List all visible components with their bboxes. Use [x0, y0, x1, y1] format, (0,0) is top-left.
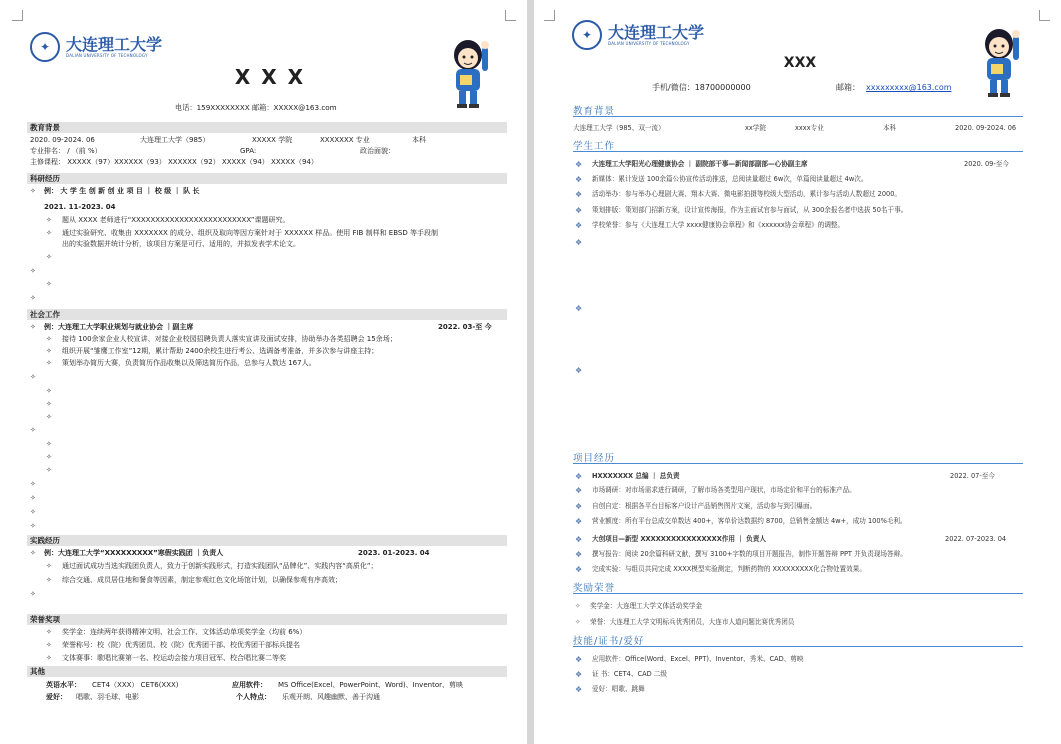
bullet-icon: ✧: [46, 641, 52, 649]
bullet-icon: ✧: [46, 562, 52, 570]
bullet-icon: ❖: [575, 670, 583, 679]
edu2-major: xxxx专业: [795, 124, 824, 132]
section-skills: 技能/证书/爱好: [573, 633, 1023, 647]
research-item: 通过实验研究、收集由 XXXXXXX 的成分、组织及取向等因方案针对于 XXXXXX 样品。使用 FIB 制样和 EBSD 等手段制: [62, 229, 438, 237]
logo-subtext: DALIAN UNIVERSITY OF TECHNOLOGY: [608, 41, 690, 46]
bullet-icon: ❖: [575, 517, 583, 526]
bullet-icon: ❖: [575, 238, 583, 247]
project1-heading: HXXXXXXX 总编 ｜ 总负责: [592, 472, 680, 480]
section-student-work: 学生工作: [573, 138, 1023, 152]
bullet-icon: ✧: [46, 387, 52, 395]
edu-gpa: GPA:: [240, 147, 257, 155]
edu2-degree: 本科: [883, 124, 897, 132]
personality-value: 乐观开朗、风趣幽默、善于沟通: [282, 693, 380, 701]
bullet-icon: ✧: [46, 280, 52, 288]
practice-heading: 例：大连理工大学“XXXXXXXXX”寒假实践团 ｜负责人: [44, 549, 224, 557]
bullet-icon: ✧: [30, 494, 36, 502]
bullet-icon: ✧: [30, 549, 36, 557]
section-research: 科研经历: [27, 173, 507, 184]
research-heading: 例： 大 学 生 创 新 创 业 项 目 ｜ 校 级 ｜ 队 长: [44, 187, 200, 195]
section-other: 其他: [27, 666, 507, 677]
award-item: 荣誉：大连理工大学文明标兵优秀团员，大连市人道问题比赛优秀团员: [590, 618, 795, 626]
bullet-icon: ✧: [46, 628, 52, 636]
bullet-icon: ✧: [46, 400, 52, 408]
resume-name-2: XXX: [783, 55, 817, 71]
project2-heading: 大创项目—新型 XXXXXXXXXXXXXXXX作用 ｜ 负责人: [592, 535, 766, 543]
student-item: 策划排版：策划部门招新方案，设计宣传海报，作为主面试官参与面试，从 300余报名者中选拔 50名干事。: [592, 206, 908, 214]
edu-major: XXXXXXX 专业: [320, 136, 370, 144]
student-item: 活动举办：参与举办心理剧大赛、翔本大赛、微电影拍摄等校级大型活动，累计参与活动人数超过 2000。: [592, 190, 901, 198]
logo-text: 大连理工大学: [608, 23, 705, 42]
bullet-icon: ❖: [575, 206, 583, 215]
bullet-icon: ✧: [46, 359, 52, 367]
bullet-icon: ❖: [575, 160, 583, 169]
bullet-icon: ✧: [46, 253, 52, 261]
university-logo-2: [572, 20, 704, 50]
edu-date: 2020. 09-2024. 06: [30, 136, 95, 144]
margin-mark: [1039, 10, 1050, 21]
project1-date: 2022. 07-至今: [950, 472, 995, 480]
section-education: 教育背景: [27, 122, 507, 133]
social-heading: 例：大连理工大学职业规划与就业协会 ｜副主席: [44, 323, 194, 331]
skill-item: 证 书：CET4、CAD 二级: [592, 670, 667, 678]
section-awards: 奖励荣誉: [573, 580, 1023, 594]
bullet-icon: ❖: [575, 221, 583, 230]
project1-item: 市场调研：对市场需求进行调研，了解市场各类型用户现状，市场定价和平台的标准产品。: [592, 486, 856, 494]
bullet-icon: ✧: [46, 413, 52, 421]
bullet-icon: ❖: [575, 565, 583, 574]
cartoon-avatar-icon: [977, 22, 1029, 98]
bullet-icon: ❖: [575, 685, 583, 694]
bullet-icon: ❖: [575, 486, 583, 495]
edu-rank: 专业排名： / （前 %）: [30, 147, 102, 155]
bullet-icon: ✧: [46, 335, 52, 343]
edu2-college: xx学院: [745, 124, 766, 132]
student-date: 2020. 09-至今: [964, 160, 1009, 168]
bullet-icon: ✧: [30, 187, 36, 195]
bullet-icon: ❖: [575, 366, 583, 375]
margin-mark: [544, 10, 555, 21]
lang-value: CET4（XXX） CET6(XXX): [92, 681, 179, 689]
practice-date: 2023. 01-2023. 04: [358, 549, 430, 557]
student-heading: 大连理工大学阳光心理健康协会 ｜ 副院部干事—新闻部副部—心协副主席: [592, 160, 808, 168]
logo-subtext: DALIAN UNIVERSITY OF TECHNOLOGY: [66, 53, 148, 58]
social-item: 接待 100余家企业人校宣讲、对接企业校园招聘负责人落实宣讲及面试安排，协助举办各类招聘会 15余场；: [62, 335, 397, 343]
software-label: 应用软件：: [232, 681, 267, 689]
university-logo: [30, 32, 162, 62]
skill-item: 应用软件：Office(Word、Excel、PPT)、Inventor、秀米、CAD、剪映: [592, 655, 804, 663]
resume-page-left: [0, 0, 527, 744]
logo-text: 大连理工大学: [66, 35, 163, 54]
bullet-icon: ✧: [46, 654, 52, 662]
research-item-cont: 出的实验数据并统计分析，该项目方案是可行、适用的，并拟发表学术论文。: [62, 240, 300, 248]
bullet-icon: ✧: [46, 216, 52, 224]
bullet-icon: ❖: [575, 655, 583, 664]
resume-name: X X X: [234, 65, 306, 89]
research-item: 题从 XXXX 老师进行“XXXXXXXXXXXXXXXXXXXXXXXXX”课题研究。: [62, 216, 290, 224]
research-date: 2021. 11-2023. 04: [44, 203, 116, 211]
bullet-icon: ✧: [575, 602, 581, 610]
edu-degree: 本科: [412, 136, 426, 144]
social-item: 策划举办简历大赛，负责简历作品收集以及筛选简历作品，总参与人数达 167人。: [62, 359, 316, 367]
hobby-label: 爱好：: [46, 693, 67, 701]
student-item: 学校荣誉：参与《大连理工大学 xxxx健康协会章程》和《xxxxxx协会章程》的调整。: [592, 221, 845, 229]
bullet-icon: ✧: [30, 373, 36, 381]
honor-item: 荣誉称号：校（院）优秀团员、校（院）优秀团干部、校优秀团干部标兵提名: [62, 641, 300, 649]
bullet-icon: ❖: [575, 502, 583, 511]
honor-item: 文体赛事：歌唱比赛第一名、校运动会接力项目冠军、校合唱比赛二等奖: [62, 654, 286, 662]
bullet-icon: ✧: [575, 618, 581, 626]
project1-item: 自创自定：根据各平台目标客户设计产品销售图片文案，活动参与到引爆面。: [592, 502, 817, 510]
edu-political: 政治面貌：: [360, 147, 395, 155]
section-practice: 实践经历: [27, 535, 507, 546]
bullet-icon: ✧: [46, 440, 52, 448]
margin-mark: [12, 10, 23, 21]
university-seal-icon: ✦: [572, 20, 602, 50]
bullet-icon: ✧: [30, 426, 36, 434]
bullet-icon: ❖: [575, 472, 583, 481]
honor-item: 奖学金：连续两年获得精神文明、社会工作、文体活动单项奖学金（均前 6%）: [62, 628, 307, 636]
section-honors: 荣誉奖项: [27, 614, 507, 625]
practice-item: 通过面试成功当选实践团负责人，致力于创新实践形式，打造实践团队“品牌化”、实践内容“高质化”；: [62, 562, 378, 570]
cartoon-avatar-icon: [446, 33, 498, 109]
hobby-value: 唱歌、羽毛球、电影: [76, 693, 139, 701]
project2-item: 完成实验：与组员共同完成 XXXX模型实验测定，判断药物的 XXXXXXXXX化合物处置效果。: [592, 565, 866, 573]
email-link[interactable]: xxxxxxxxx@163.com: [866, 83, 952, 92]
bullet-icon: ❖: [575, 550, 583, 559]
student-item: 新媒体：累计发送 100余篇公协宣传活动推送，总阅读量超过 6w次，单篇阅读量超过 4w次。: [592, 175, 868, 183]
bullet-icon: ✧: [30, 323, 36, 331]
section-education-2: 教育背景: [573, 103, 1023, 117]
personality-label: 个人特点：: [236, 693, 271, 701]
software-value: MS Office(Excel、PowerPoint、Word)、Inventor、剪映: [278, 681, 463, 689]
bullet-icon: ✧: [46, 466, 52, 474]
bullet-icon: ✧: [30, 294, 36, 302]
project2-date: 2022. 07-2023. 04: [945, 535, 1007, 543]
bullet-icon: ✧: [30, 522, 36, 530]
university-seal-icon: ✦: [30, 32, 60, 62]
social-item: 组织开展“雏鹰工作室”12期，累计帮助 2400余校生进行考公、选调备考准备，并多次参与讲座主持；: [62, 347, 379, 355]
bullet-icon: ❖: [575, 535, 583, 544]
award-item: 奖学金：大连理工大学文体活动奖学金: [590, 602, 703, 610]
edu-courses: 主修课程： XXXXX（97）XXXXXX（93） XXXXXX（92） XXXXX（94） XXXXX（94）: [30, 158, 318, 166]
lang-label: 英语水平：: [46, 681, 81, 689]
bullet-icon: ✧: [30, 508, 36, 516]
edu2-date: 2020. 09-2024. 06: [955, 124, 1017, 132]
edu2-school: 大连理工大学（985、双一流）: [573, 124, 665, 132]
email-label: 邮箱：: [836, 83, 860, 92]
bullet-icon: ✧: [46, 453, 52, 461]
section-social-work: 社会工作: [27, 309, 507, 320]
phone-line: 手机/微信：18700000000: [652, 83, 751, 92]
bullet-icon: ❖: [575, 304, 583, 313]
practice-item: 综合交通、成员居住地和餐食等因素，制定参观红色文化场馆计划，以确保参观有序高效；: [62, 576, 342, 584]
bullet-icon: ✧: [30, 590, 36, 598]
edu-school: 大连理工大学（985）: [140, 136, 210, 144]
margin-mark: [505, 10, 516, 21]
skill-item: 爱好：唱歌、跳舞: [592, 685, 645, 693]
bullet-icon: ✧: [46, 347, 52, 355]
contact-line: 电话：159XXXXXXXX 邮箱：XXXXX@163.com: [175, 103, 337, 112]
social-date: 2022. 03-至 今: [438, 323, 492, 331]
bullet-icon: ❖: [575, 190, 583, 199]
bullet-icon: ✧: [46, 229, 52, 237]
bullet-icon: ✧: [30, 480, 36, 488]
bullet-icon: ❖: [575, 175, 583, 184]
bullet-icon: ✧: [30, 267, 36, 275]
project1-item: 营业额度：所有平台总成交单数达 400+，客单价达数据约 8700，总销售金额达 4w+，成功 100%毛利。: [592, 517, 907, 525]
project2-item: 撰写报告：阅读 20余篇科研文献，撰写 3100+字数的项目开题报告，制作开题答辩 PPT 并负责现场答辩。: [592, 550, 907, 558]
edu-college: XXXXX 学院: [252, 136, 293, 144]
section-projects: 项目经历: [573, 450, 1023, 464]
bullet-icon: ✧: [46, 576, 52, 584]
